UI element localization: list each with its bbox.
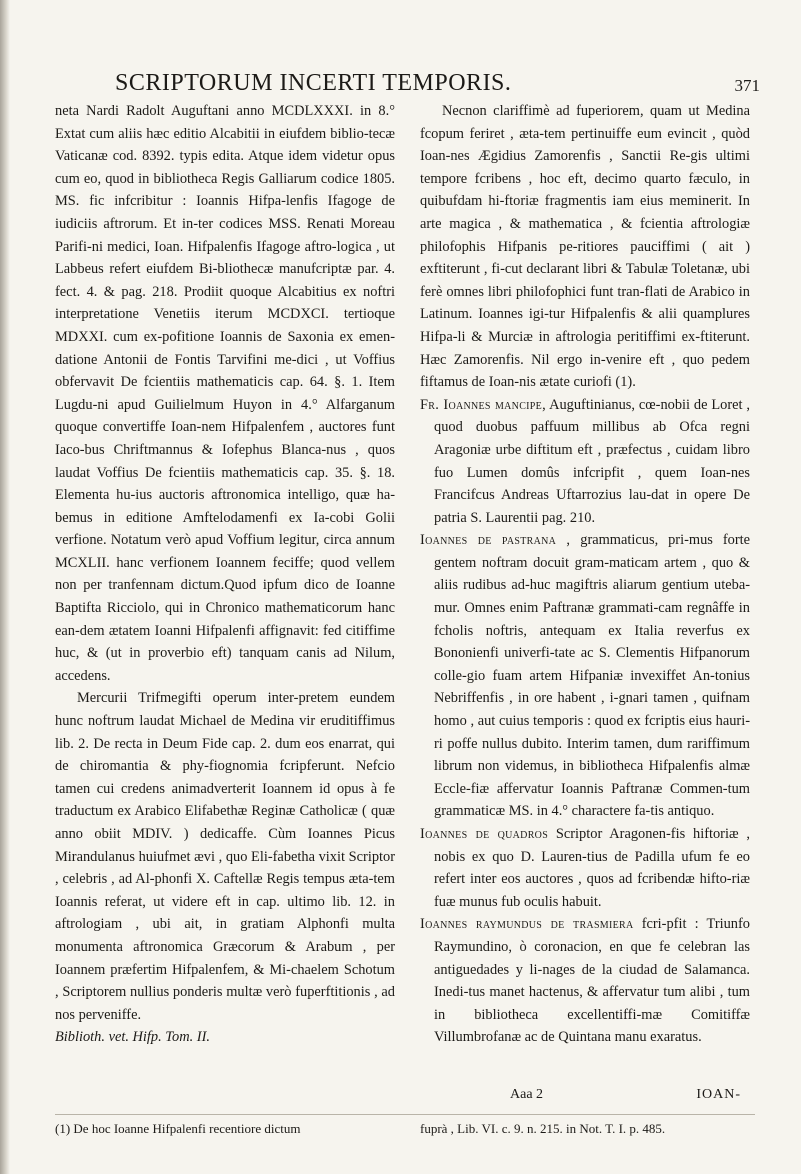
page-binding-edge bbox=[0, 0, 10, 1174]
entry-ioannes-de-pastrana bbox=[420, 529, 750, 823]
entry-name: Fr. Ioannes mancipe, bbox=[420, 396, 546, 413]
entry-text: Auguftinianus, cœ-nobii de Loret , quod duobus paffuum millibus ab Ofca regni Aragoniæ urbe diftitum eft , præfectus , cuidam libro fuo Lumen domûs infcripfit , quem Ioan-nes Francifcus Andreas Uftarrozius lau-dat in opere De patria S. Laurentii pag. 210. bbox=[434, 396, 750, 526]
right-column bbox=[420, 100, 750, 1049]
right-intro-paragraph: Necnon clariffimè ad fuperiorem, quam ut Medina fcopum feriret , æta-tem pertinuiffe eum evincit , quòd Ioan-nes Ægidius Zamorenfis , Sanctii Re-gis ultimi tempore fcribens , hoc eft, decimo quarto fæculo, in quibufdam hi-ftoriæ fragmentis iam eius meminerit. In arte magica , & mathematica , & fcientia aftrologiæ philofophis Hifpanis pe-ritiores pauciffimi ( ait ) exftiterunt , fi-cut declarant libri & Tabulæ Toletanæ, ubi ferè omnes libri philofophici funt tran-flati de Arabico in Latinum. Ioannes igi-tur Hifpalenfis & alii quamplures Hifpa-li & Murciæ in aftrologia peritiffimi ex-ftiterunt. Hæc Zamorenfis. Nil ergo in-venire eft , quo pedem fiftamus de Ioan-nis ætate curiofi (1). bbox=[420, 103, 750, 391]
entry-ioannes-raymundus bbox=[420, 913, 750, 1049]
left-column bbox=[55, 100, 395, 1049]
running-header bbox=[60, 70, 760, 100]
signature-mark: Aaa 2 bbox=[510, 1087, 544, 1102]
entry-text: grammaticus, pri-mus forte gentem noftram docuit gram-maticam artem , quo & aliis rudibus ad-huc magiftris aliarum gentium uteba-mur. Omnes enim Paftranæ grammati-cam regnâffe in fcholis noftris, antequam ex Italia reverfus ex Bononienfi univerfi-tate ac S. Clementis Hifpanorum colle-gio fuam artem Hifpaniæ invexiffet An-tonius Nebriffenfis , in ore habent , i-gnari tamen , quifnam homo , aut cuius temporis : quod ex fcriptis eius hauri-ri poffe nullus dubito. Interim tamen, dum rariffimum librum non videmus, in bibliotheca Hifpalenfis almæ Eccle-fiæ affervatur Ioannis Paftranæ Commen-tum grammaticæ MS. in 4.° charactere fa-tis antiquo. bbox=[434, 532, 750, 820]
entry-text: Scriptor Aragonen-fis hiftoriæ , nobis ex quo D. Lauren-tius de Padilla ufum fe eo refert inter eos auctores , quos ad fcribendæ hifto-riæ fuæ munus fub oculis habuit. bbox=[434, 826, 750, 910]
left-paragraph-3: Biblioth. vet. Hifp. Tom. II. bbox=[55, 1029, 210, 1046]
entry-name: Ioannes de pastrana , bbox=[420, 532, 571, 549]
running-title: SCRIPTORUM INCERTI TEMPORIS. bbox=[115, 70, 512, 96]
footnote-divider bbox=[55, 1114, 755, 1115]
entry-ioannes-de-quadros bbox=[420, 823, 750, 913]
entry-ioannes-mancipe bbox=[420, 394, 750, 530]
catchword: IOAN- bbox=[696, 1087, 741, 1102]
footnote bbox=[55, 1120, 755, 1138]
entry-name: Ioannes de quadros bbox=[420, 826, 549, 842]
page-number: 371 bbox=[734, 76, 760, 95]
entry-text: fcri-pfit : Triunfo Raymundino, ò coronacion, en que fe celebran las antiguedades y li-nages de la ciudad de Salamanca. Inedi-tus manet hactenus, & affervatur tum alibi , tum in bibliotheca excellentiffi-mæ Comitiffæ Villumbrofanæ ac de Quintana manu exaratus. bbox=[434, 916, 750, 1046]
footnote-right: fuprà , Lib. VI. c. 9. n. 215. in Not. T. I. p. 485. bbox=[420, 1121, 666, 1136]
footnote-left: (1) De hoc Ioanne Hifpalenfi recentiore dictum bbox=[55, 1121, 301, 1136]
left-paragraph-1: neta Nardi Radolt Auguftani anno MCDLXXXI. in 8.° Extat cum aliis hæc editio Alcabitii in eiufdem biblio-tecæ Vaticanæ cod. 8392. typis edita. Atque idem videtur opus cum eo, quod in bibliotheca Regis Galliarum codice 1805. MS. fic infcribitur : Ioannis Hifpa-lenfis Ifagoge de iudiciis aftrorum. Et in-ter codices MSS. Renati Moreau Parifi-ni medici, Ioan. Hifpalenfis Ifagoge aftro-logica , ut Labbeus refert eiufdem Bi-bliothecæ manufcriptæ par. 4. fect. 4. & pag. 218. Prodiit quoque Alcabitius ex noftri interpretatione Venetiis iterum MCDXCI. tertioque MDXXI. cum ex-pofitione Ioannis de Saxonia ex emen-datione Antonii de Fontis Tarvifini me-dici , ut Voffius obfervavit De fcientiis mathematicis cap. 64. §. 1. Item Lugdu-ni apud Guilielmum Huyon in 4.° Alfarganum quoque convertiffe Ioan-nem Hifpalenfem , auctores funt Iaco-bus Chriftmannus & Iofephus Blanca-nus , quos laudat Voffius De fcientiis mathematicis cap. 35. §. 18. Elementa hu-ius auctoris aftronomica intelligo, quæ ha-bemus in editione Amftelodamenfi ex Ia-cobi Golii verfione. Notatum verò apud Voffium legitur, circa annum MCXLII. hanc verfionem Ioannem feciffe; quod vellem non per tranfennam dictum.Quod ipfum dico de Ioanne Baptifta Ricciolo, qui in Chronico mathematicorum hanc ean-dem ætatem Ioanni Hifpalenfi affignavit: fed citiffime huc, & (ut in proverbio eft) tanquam canis ad Nilum, accedens. bbox=[55, 103, 395, 684]
entry-name: Ioannes raymundus de trasmiera bbox=[420, 916, 634, 933]
left-paragraph-2: Mercurii Trifmegifti operum inter-pretem eundem hunc noftrum laudat Michael de Medina vir eruditiffimus lib. 2. De recta in Deum Fide cap. 2. dum eos enarrat, qui de chiromantia & phy-fiognomia fcripferunt. Nefcio tamen cui credens animadverterit Ioannem id opus à fe traductum ex Arabico Elifabethæ Reginæ Catholicæ ( quæ anno obiit MDIV. ) dedicaffe. Cùm Ioannes Picus Mirandulanus huiufmet ævi , quo Eli-fabetha vixit Scriptor , celebris , ad Al-phonfi X. Caftellæ Regis tempus æta-tem Ioannis referat, ut videre eft in cap. ultimo lib. 12. in aftrologiam , ubi ait, in gratiam Alphonfi multa monumenta aftronomica Græcorum & Arabum , per Ioannem præfertim Hifpalenfem, & Mi-chaelem Schotum , Scriptorem nullius ponderis multæ verò fuperftitionis , ad nos perveniffe. bbox=[55, 690, 395, 1023]
